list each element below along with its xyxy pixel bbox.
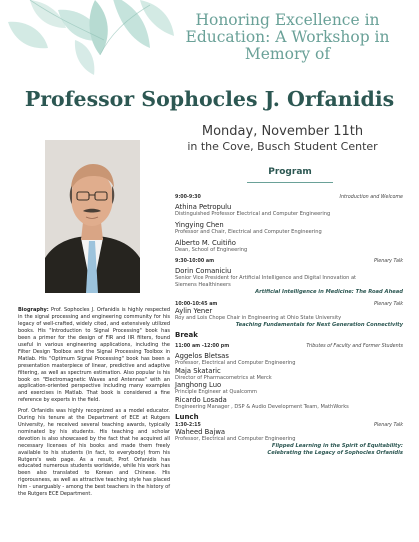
portrait-photo	[45, 140, 140, 293]
session-header	[175, 259, 403, 264]
session-title: Plenary Talk	[374, 301, 403, 307]
eucalyptus-leaves-icon	[0, 0, 175, 80]
session-time: 11:00 am -12:00 pm	[175, 343, 230, 349]
speaker-name: Janghong Luo	[175, 381, 222, 390]
biography-text-1: Prof. Sophocles J. Orfanidis is highly respected in the signal processing and engineering community for his legacy of well-crafted, widely cited, and extensively utilized books. His "Introduction to Signal Processing" book has been a primer for the design of FIR and IIR filters, found useful in various engineering applications, including the Filter Design Toolbox and the Signal Processing Toolbox in Matlab. His "Optimum Signal Processing" book has been a presentation masterpiece of linear, predictive and adaptive filtering, as well as spectrum estimation. Also popular is his book on "Electromagnetic Waves and Antennas" with an application-oriented perspective including many examples and exercises in Matlab. That book is considered a fine reference by experts in the field.	[18, 307, 171, 404]
workshop-title	[160, 12, 415, 63]
session-title: Plenary Talk	[374, 259, 403, 265]
biography-label: Biography:	[18, 307, 49, 313]
talk-title-line-2: Celebrating the Legacy of Sophocles Orfanidis	[267, 449, 403, 456]
biography-paragraph-2: Prof. Orfanidis was highly recognized as a model educator. During his tenure at the Department of ECE at Rutgers University, he received several teaching awards, typically nominated by his students. His teaching and scholar devotion is also showcased by the fact that he acquired all necessary licenses of his books and made them freely available to his students (in fact, to everybody) from his Rutgers's web page. As a result, Prof. Orfanidis has educated numerous students worldwide, while his work has been also translated to Korean and Chinese. His rigorousness, as well as attractive teaching style has placed him - unarguably - among the best teachers in the history of the Rutgers ECE Department.	[18, 407, 170, 498]
talk-title: Teaching Fundamentals for Next Generation Connectivity	[235, 321, 403, 328]
session-header	[175, 344, 403, 349]
title-line-1: Honoring Excellence in	[195, 11, 380, 29]
talk-title-line-1: Flipped Learning in the Spirit of Equitability:	[271, 442, 403, 449]
title-line-2: Education: A Workshop in	[185, 28, 390, 46]
session-time: 9:30-10:00 am	[175, 259, 215, 265]
speaker-affiliation: Engineering Manager , DSP & Audio Development Team, MathWorks	[175, 404, 349, 411]
session-plenary-3	[175, 423, 403, 457]
speaker-name: Aylin Yener	[175, 306, 213, 315]
session-time: 9:00-9:30	[175, 195, 201, 200]
speaker-affiliation: Distinguished Professor Electrical and Computer Engineering	[175, 211, 331, 217]
speaker-affiliation: Dean, School of Engineering	[175, 246, 248, 253]
speaker-name: Alberto M. Cuitiño	[175, 238, 236, 247]
speaker-name: Dorin Comaniciu	[175, 267, 232, 276]
session-plenary-2	[175, 302, 403, 329]
session-title: Introduction and Welcome	[339, 195, 403, 200]
program-schedule	[175, 191, 403, 457]
speaker-name: Athina Petropulu	[175, 203, 232, 211]
session-title: Tributes of Faculty and Former Students	[306, 343, 403, 349]
event-date: Monday, November 11th	[201, 124, 364, 139]
session-time: 1:30-2:15	[175, 422, 201, 428]
speaker-affiliation: Director of Pharmacometrics at Merck	[175, 374, 272, 381]
session-plenary-1	[175, 259, 403, 296]
speaker-name: Yingying Chen	[175, 220, 224, 229]
session-tributes	[175, 344, 403, 411]
honoree-name: Professor Sophocles J. Orfanidis	[24, 87, 395, 111]
session-header	[175, 195, 403, 200]
program-heading: Program	[268, 167, 312, 177]
session-welcome	[175, 195, 403, 253]
speaker-affiliation: Professor and Chair, Electrical and Computer Engineering	[175, 228, 322, 235]
session-title: Plenary Talk	[374, 422, 403, 428]
speaker-name: Waheed Bajwa	[175, 427, 226, 436]
break-label: Break	[175, 330, 198, 339]
program-divider	[247, 182, 333, 183]
speaker-affiliation: Principle Engineer at Qualcomm	[175, 389, 257, 396]
speaker-name: Maja Skataric	[175, 366, 221, 375]
speaker-affiliation: Roy and Lois Chope Chair in Engineering at Ohio State University	[175, 314, 342, 321]
event-date-venue	[150, 124, 415, 154]
event-venue: in the Cove, Busch Student Center	[187, 140, 378, 153]
speaker-affiliation: Senior Vice President for Artificial Intelligence and Digital Innovation at	[175, 275, 357, 282]
biography-paragraph-1	[18, 307, 170, 404]
speaker-affiliation: Professor, Electrical and Computer Engineering	[175, 435, 296, 442]
speaker-name: Aggelos Bletsas	[175, 351, 229, 360]
session-time: 10:00-10:45 am	[175, 301, 218, 307]
biography	[18, 307, 170, 502]
talk-title: Artificial Intelligence in Medicine: The Road Ahead	[255, 288, 403, 295]
lunch-label: Lunch	[175, 412, 199, 421]
speaker-affiliation: Siemens Healthineers	[175, 282, 231, 289]
speaker-name: Ricardo Losada	[175, 396, 227, 405]
speaker-affiliation: Professor, Electrical and Computer Engineering	[175, 359, 296, 366]
title-line-3: Memory of	[244, 45, 331, 63]
